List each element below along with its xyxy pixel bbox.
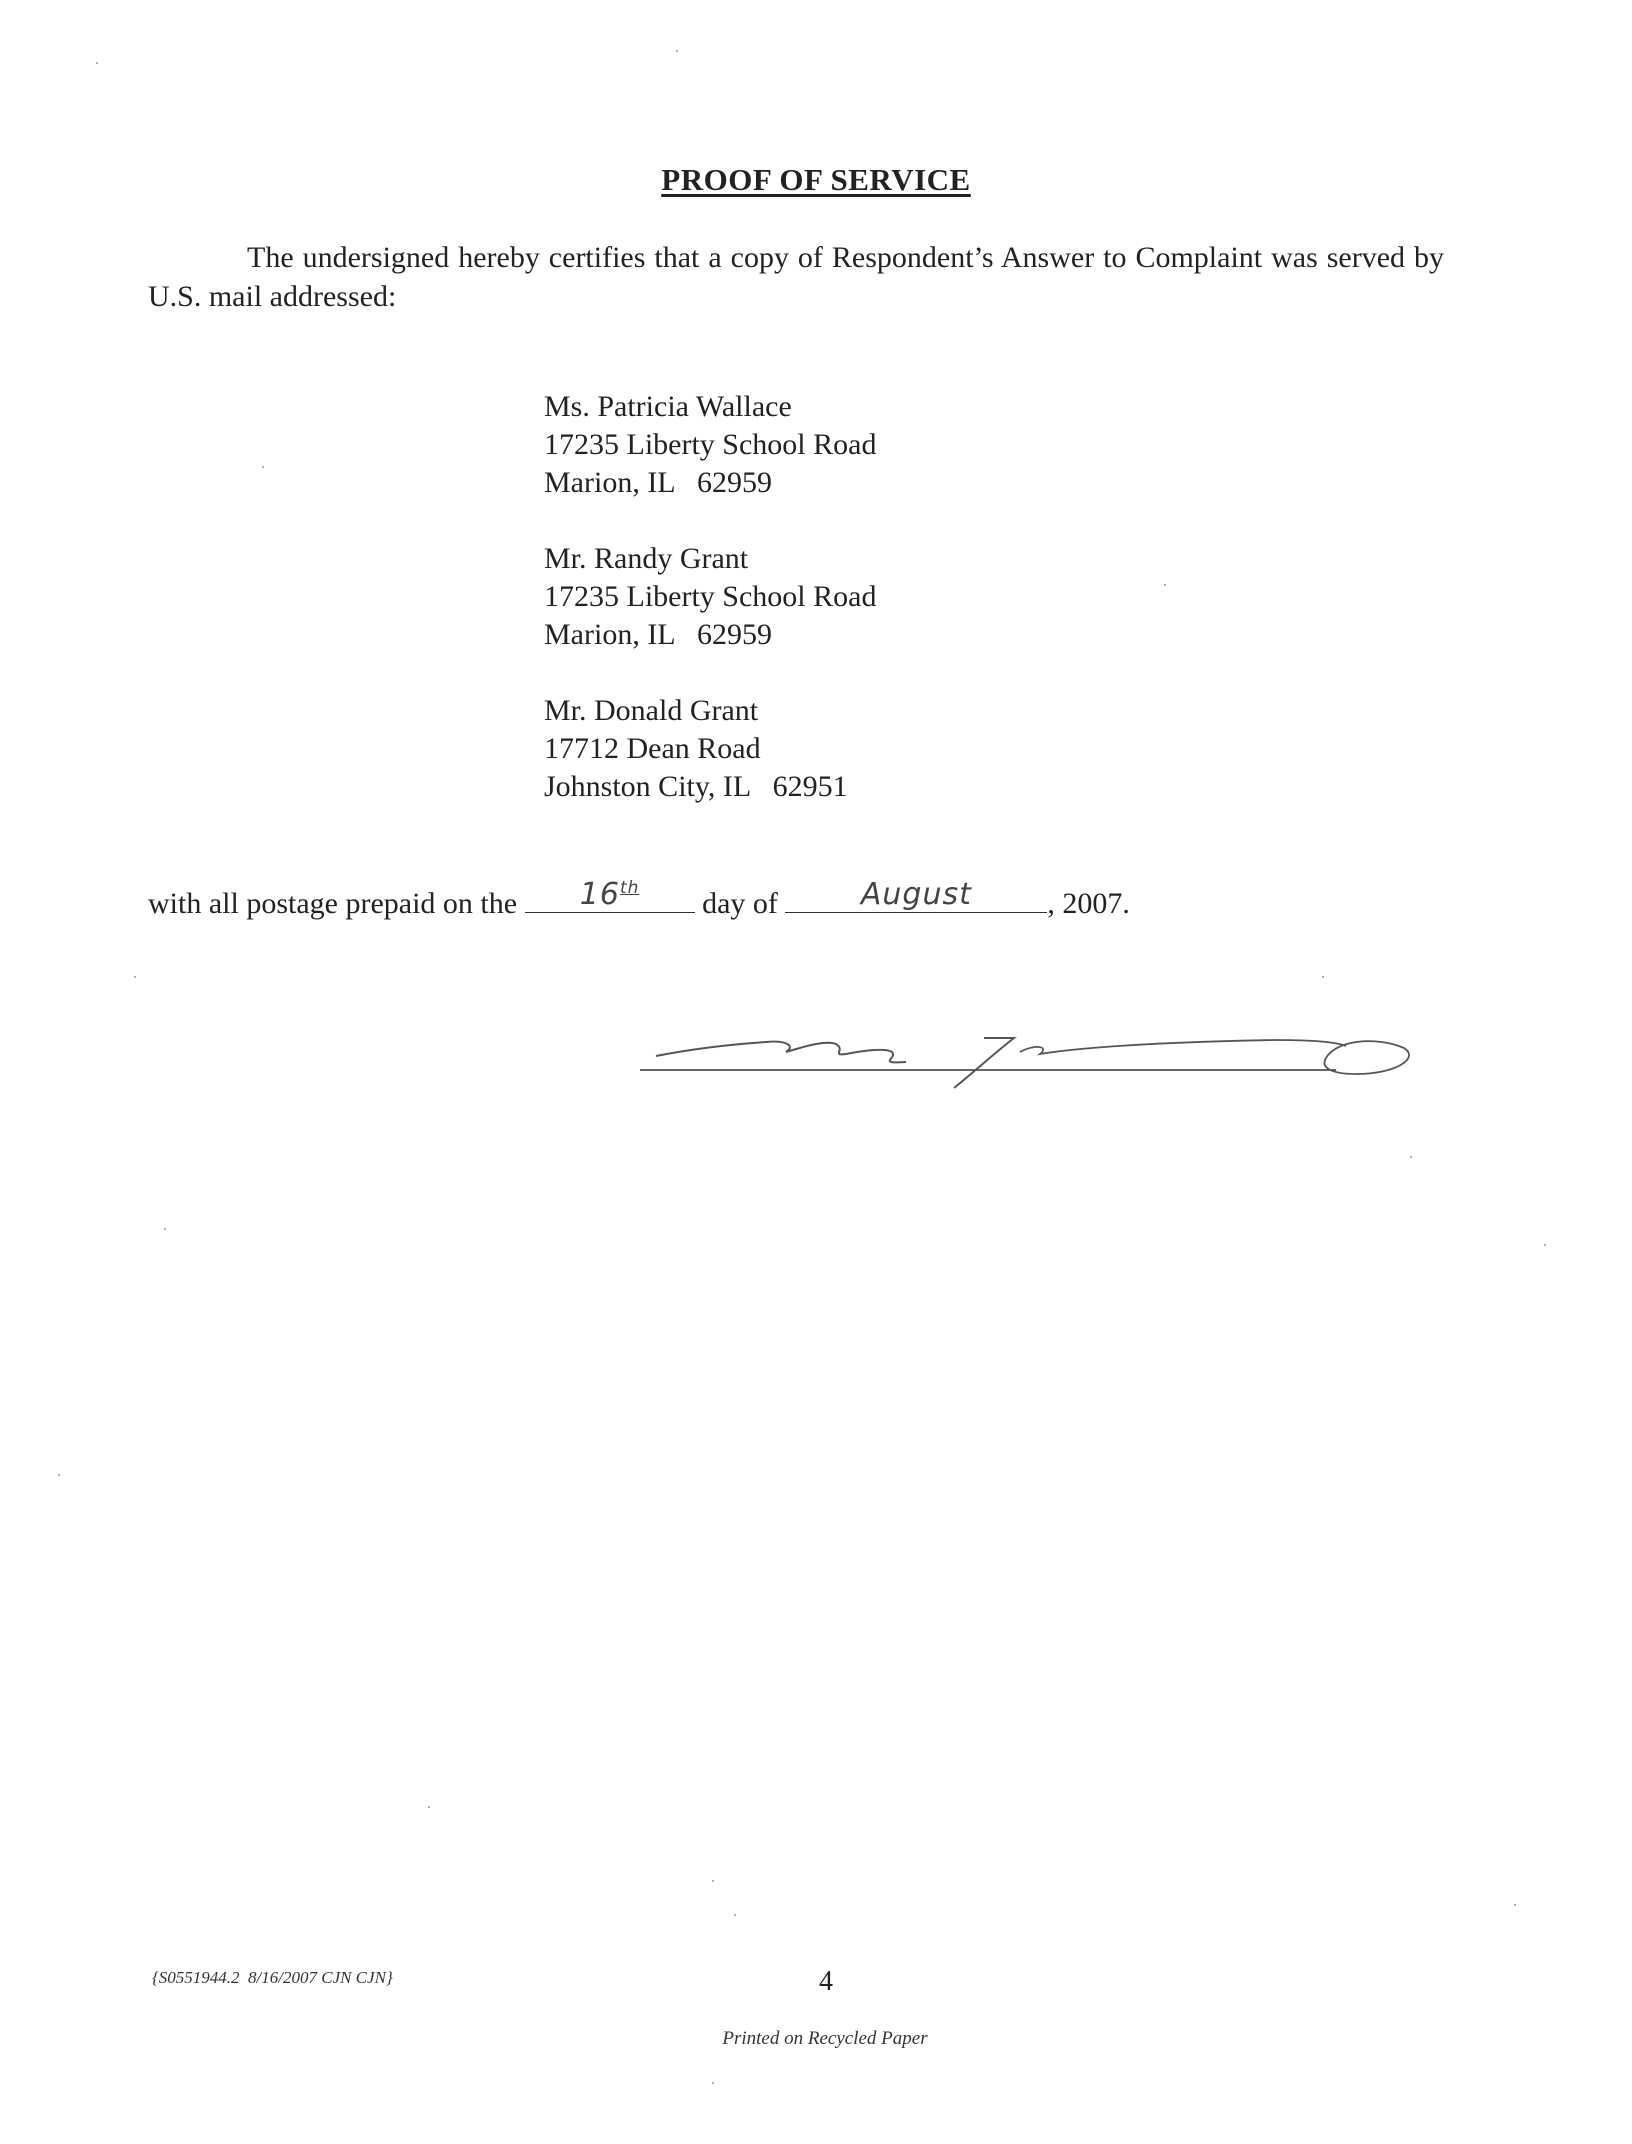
scan-speck: [164, 1228, 166, 1230]
recipient-street: 17235 Liberty School Road: [544, 428, 877, 461]
recipient-city: Marion, IL 62959: [544, 618, 773, 651]
scan-speck: [1514, 1904, 1516, 1906]
signature: [636, 1018, 1426, 1098]
scan-speck: [1164, 584, 1166, 586]
recipient-street: 17235 Liberty School Road: [544, 580, 877, 613]
recipient-address: [544, 540, 876, 654]
day-blank: [525, 877, 695, 913]
postage-suffix: , 2007.: [1047, 887, 1130, 920]
scan-speck: [712, 1880, 714, 1882]
signature-stroke: [1020, 1040, 1346, 1054]
printed-on-recycled-paper-note: Printed on Recycled Paper: [722, 2028, 928, 2049]
handwritten-day-suffix: th: [619, 878, 640, 898]
scan-speck: [1410, 1156, 1412, 1158]
signature-stroke: [656, 1042, 906, 1063]
scan-speck: [676, 50, 678, 52]
recipient-city: Johnston City, IL 62951: [544, 770, 848, 803]
scan-speck: [734, 1914, 736, 1916]
postage-statement: [148, 877, 1130, 923]
month-blank: [785, 877, 1047, 913]
page-title: PROOF OF SERVICE: [661, 162, 971, 197]
handwritten-day-number: 16: [579, 877, 620, 912]
document-reference: {S0551944.2 8/16/2007 CJN CJN}: [152, 1968, 393, 1987]
handwritten-month: August: [860, 877, 972, 912]
handwritten-day: [525, 869, 695, 914]
intro-paragraph: The undersigned hereby certifies that a copy of Respondent’s Answer to Complaint was served by U.S. mail addressed:: [148, 241, 1444, 313]
signature-stroke: [1324, 1041, 1409, 1074]
recipient-name: Mr. Randy Grant: [544, 542, 749, 575]
scan-speck: [262, 466, 264, 468]
scan-speck: [58, 1474, 60, 1476]
postage-middle: day of: [702, 887, 778, 920]
signature-stroke: [954, 1038, 1014, 1088]
recipient-address: [544, 388, 876, 502]
recipient-street: 17712 Dean Road: [544, 732, 761, 765]
scan-speck: [96, 62, 98, 64]
scan-speck: [1544, 1244, 1546, 1246]
scan-speck: [712, 2082, 714, 2084]
recipient-name: Ms. Patricia Wallace: [544, 390, 792, 423]
scan-speck: [428, 1806, 430, 1808]
page-number: 4: [819, 1966, 833, 1997]
recipient-address: [544, 692, 848, 806]
recipient-name: Mr. Donald Grant: [544, 694, 759, 727]
postage-prefix: with all postage prepaid on the: [148, 887, 518, 920]
scan-speck: [1322, 976, 1324, 978]
scan-speck: [134, 976, 136, 978]
recipient-city: Marion, IL 62959: [544, 466, 773, 499]
